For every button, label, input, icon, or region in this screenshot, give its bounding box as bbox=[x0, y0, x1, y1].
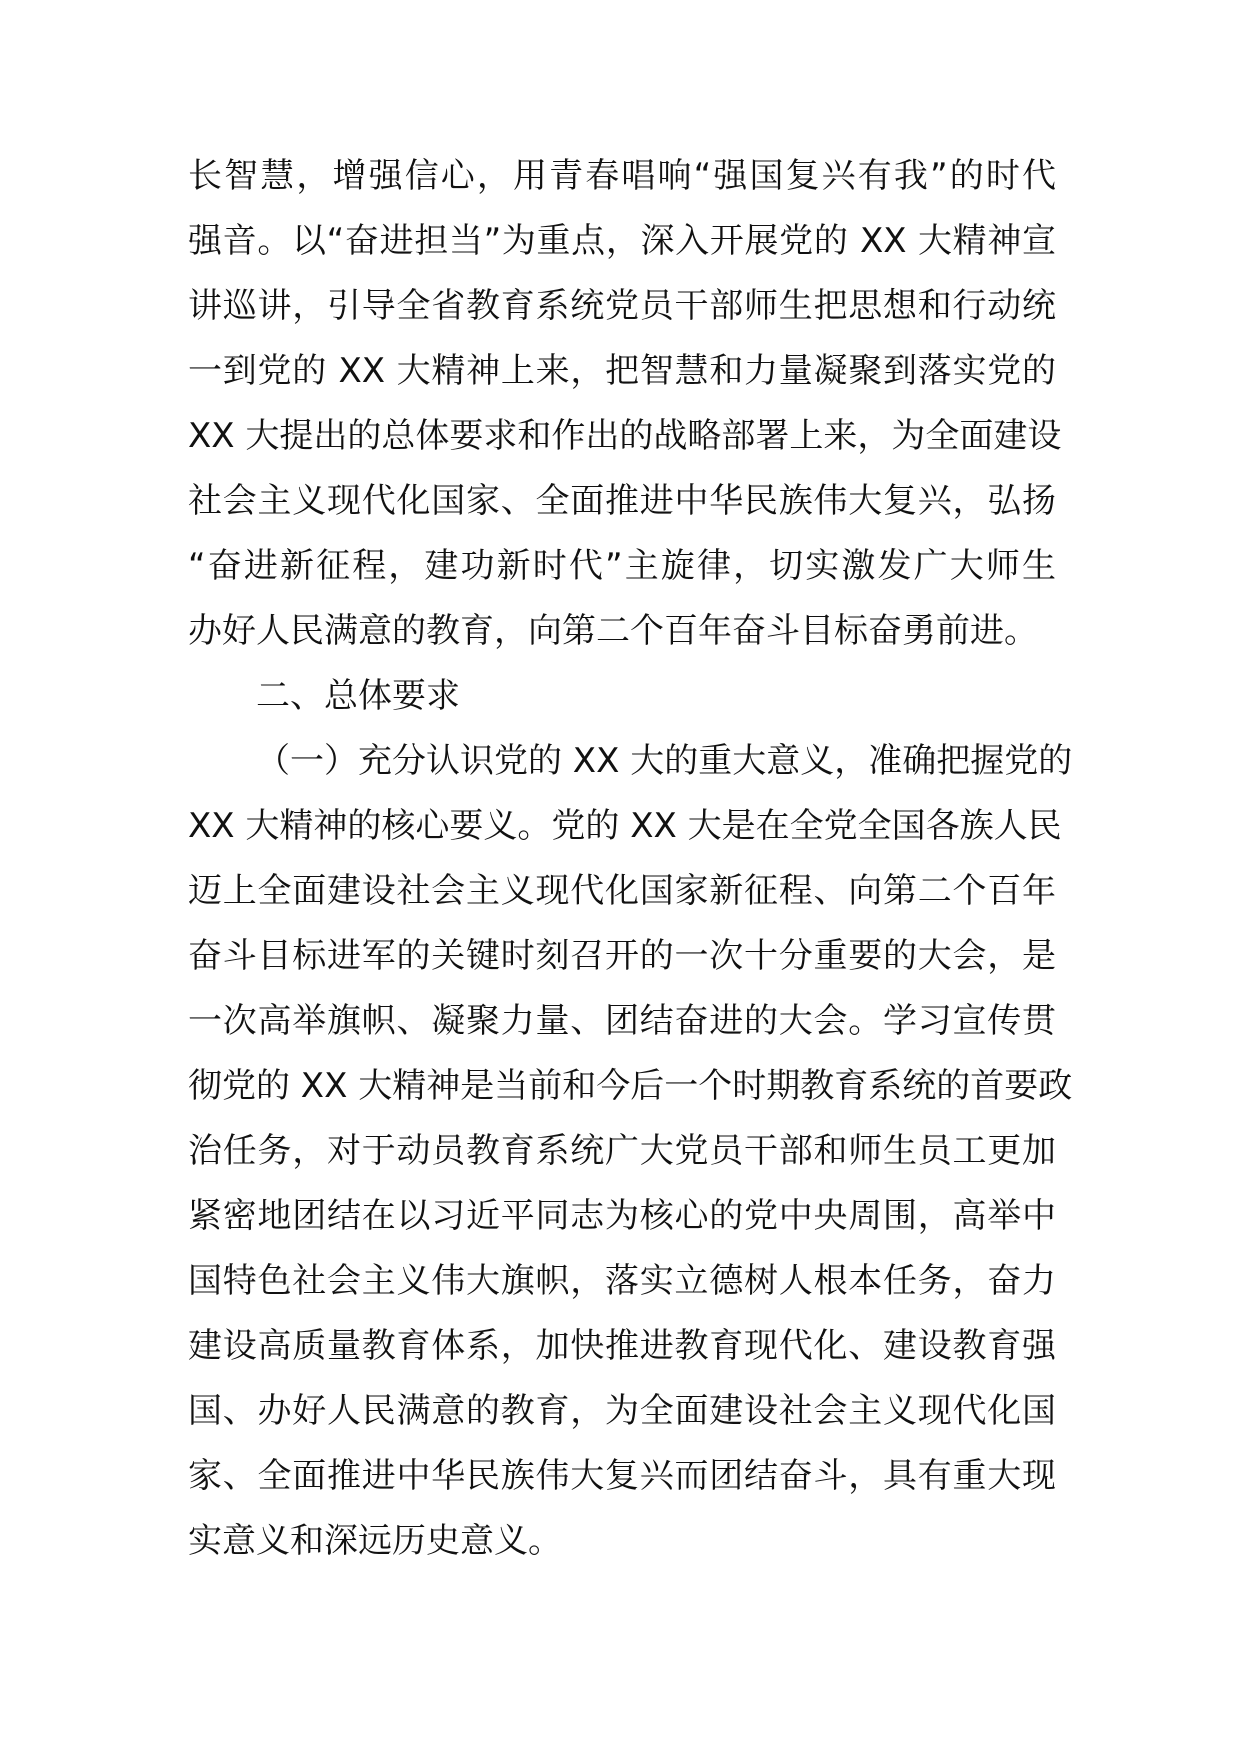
text-line: 社会主义现代化国家、全面推进中华民族伟大复兴，弘扬 bbox=[188, 481, 1056, 521]
text-line: 实意义和深远历史意义。 bbox=[188, 1521, 562, 1561]
text-line: 国、办好人民满意的教育，为全面建设社会主义现代化国 bbox=[188, 1391, 1056, 1431]
text-line: 彻党的 XX 大精神是当前和今后一个时期教育系统的首要政 bbox=[188, 1066, 1073, 1106]
text-line: 奋斗目标进军的关键时刻召开的一次十分重要的大会，是 bbox=[188, 936, 1056, 976]
text-line: 治任务，对于动员教育系统广大党员干部和师生员工更加 bbox=[188, 1131, 1056, 1171]
paragraph-overall-requirements bbox=[188, 729, 1073, 1574]
text-line: 长智慧，增强信心，用青春唱响“强国复兴有我”的时代 bbox=[188, 156, 1056, 196]
text-line: XX 大提出的总体要求和作出的战略部署上来，为全面建设 bbox=[188, 416, 1062, 456]
document-body bbox=[188, 144, 1073, 1574]
text-line: 办好人民满意的教育，向第二个百年奋斗目标奋勇前进。 bbox=[188, 611, 1038, 651]
text-line: 讲巡讲，引导全省教育系统党员干部师生把思想和行动统 bbox=[188, 286, 1056, 326]
text-line: “奋进新征程，建功新时代”主旋律，切实激发广大师生 bbox=[188, 546, 1056, 586]
section-heading: 二、总体要求 bbox=[256, 676, 460, 716]
text-line: XX 大精神的核心要义。党的 XX 大是在全党全国各族人民 bbox=[188, 806, 1062, 846]
text-line: 迈上全面建设社会主义现代化国家新征程、向第二个百年 bbox=[188, 871, 1056, 911]
text-line: 一到党的 XX 大精神上来，把智慧和力量凝聚到落实党的 bbox=[188, 351, 1056, 391]
text-line: 强音。以“奋进担当”为重点，深入开展党的 XX 大精神宣 bbox=[188, 221, 1056, 261]
text-line: （一）充分认识党的 XX 大的重大意义，准确把握党的 bbox=[256, 741, 1073, 781]
text-line: 建设高质量教育体系，加快推进教育现代化、建设教育强 bbox=[188, 1326, 1056, 1366]
text-line: 一次高举旗帜、凝聚力量、团结奋进的大会。学习宣传贯 bbox=[188, 1001, 1056, 1041]
text-line: 家、全面推进中华民族伟大复兴而团结奋斗，具有重大现 bbox=[188, 1456, 1056, 1496]
text-line: 紧密地团结在以习近平同志为核心的党中央周围，高举中 bbox=[188, 1196, 1056, 1236]
text-line: 国特色社会主义伟大旗帜，落实立德树人根本任务，奋力 bbox=[188, 1261, 1056, 1301]
paragraph-continued bbox=[188, 144, 1062, 664]
